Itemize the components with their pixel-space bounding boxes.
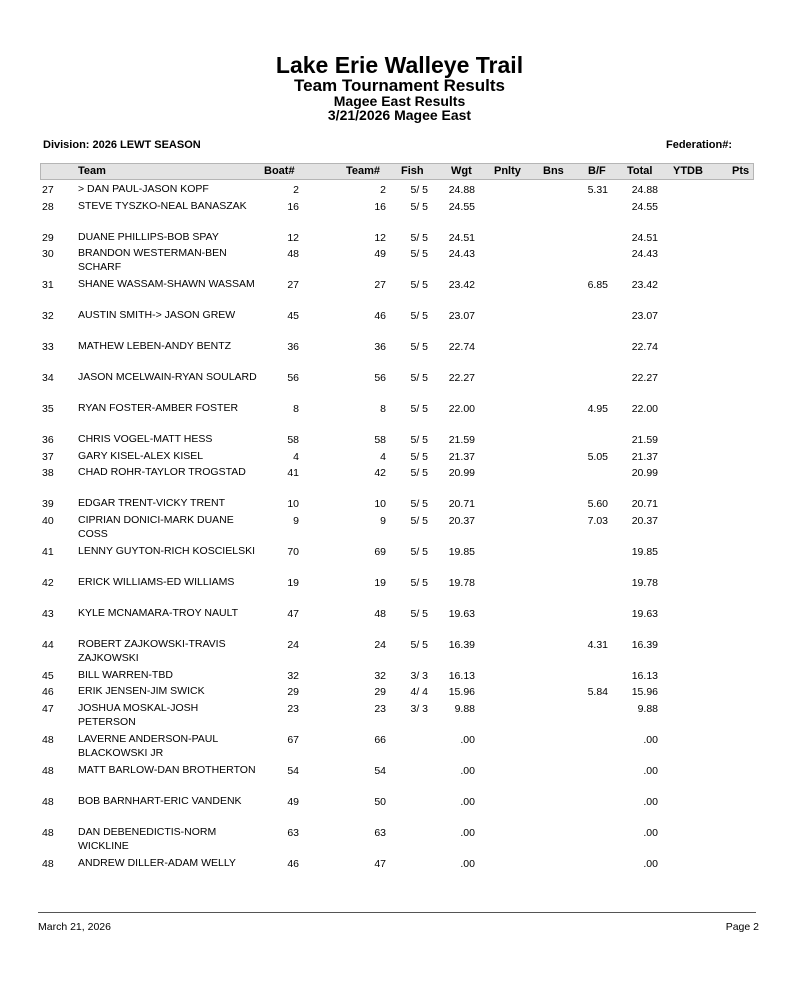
col-header-pts: Pts bbox=[732, 165, 750, 177]
boat-cell: 36 bbox=[287, 341, 299, 353]
wgt-cell: 9.88 bbox=[454, 702, 475, 715]
teamno-cell: 32 bbox=[374, 669, 386, 682]
place-cell: 40 bbox=[42, 514, 54, 527]
report-title: Lake Erie Walleye Trail bbox=[275, 52, 524, 78]
wgt-cell: 20.99 bbox=[448, 467, 475, 479]
teamno-cell: 46 bbox=[374, 310, 386, 322]
team-cell: RYAN FOSTER-AMBER FOSTER bbox=[78, 402, 239, 414]
boat-cell: 24 bbox=[287, 638, 299, 651]
teamno-cell: 54 bbox=[374, 764, 386, 777]
place-cell: 46 bbox=[42, 686, 54, 698]
teamno-cell: 36 bbox=[374, 341, 386, 353]
teamno-cell: 4 bbox=[380, 450, 386, 463]
footer-page-number: Page 2 bbox=[725, 921, 759, 933]
team-cell: AUSTIN SMITH-> JASON GREW bbox=[78, 309, 236, 321]
bf-cell: 4.31 bbox=[587, 638, 608, 651]
boat-cell: 29 bbox=[287, 686, 299, 698]
team-cell: LENNY GUYTON-RICH KOSCIELSKI bbox=[78, 544, 255, 557]
place-cell: 48 bbox=[42, 764, 54, 777]
bf-cell: 5.60 bbox=[587, 498, 608, 510]
fish-cell: 5/ 5 bbox=[410, 450, 428, 463]
teamno-cell: 23 bbox=[374, 702, 386, 715]
boat-cell: 27 bbox=[287, 279, 299, 291]
table-row bbox=[0, 761, 799, 792]
teamno-cell: 27 bbox=[374, 279, 386, 291]
boat-cell: 10 bbox=[287, 498, 299, 510]
teamno-cell: 56 bbox=[374, 372, 386, 384]
place-cell: 30 bbox=[42, 248, 54, 260]
wgt-cell: .00 bbox=[460, 733, 475, 746]
wgt-cell: 19.63 bbox=[448, 607, 475, 620]
place-cell: 31 bbox=[42, 279, 54, 291]
total-cell: 22.27 bbox=[631, 372, 658, 384]
boat-cell: 56 bbox=[287, 372, 299, 384]
total-cell: 9.88 bbox=[637, 702, 658, 715]
table-row bbox=[0, 447, 799, 464]
wgt-cell: 22.74 bbox=[448, 341, 475, 353]
col-header-ytdb: YTDB bbox=[673, 165, 703, 177]
table-row bbox=[0, 494, 799, 511]
place-cell: 48 bbox=[42, 733, 54, 746]
total-cell: 19.63 bbox=[631, 607, 658, 620]
division-label: Division: 2026 LEWT SEASON bbox=[43, 139, 201, 151]
wgt-cell: 23.07 bbox=[448, 310, 475, 322]
team-cell: > DAN PAUL-JASON KOPF bbox=[78, 183, 209, 195]
table-row bbox=[0, 368, 799, 399]
team-cell: DUANE PHILLIPS-BOB SPAY bbox=[78, 230, 219, 243]
table-row bbox=[0, 542, 799, 573]
total-cell: 16.13 bbox=[631, 669, 658, 682]
wgt-cell: 15.96 bbox=[448, 686, 475, 698]
wgt-cell: 20.37 bbox=[448, 514, 475, 527]
fish-cell: 5/ 5 bbox=[410, 184, 428, 196]
total-cell: 19.85 bbox=[631, 545, 658, 558]
fish-cell: 5/ 5 bbox=[410, 498, 428, 510]
bf-cell: 5.84 bbox=[587, 686, 608, 698]
bf-cell: 5.31 bbox=[587, 184, 608, 196]
table-row bbox=[0, 337, 799, 368]
wgt-cell: 21.37 bbox=[448, 450, 475, 463]
boat-cell: 45 bbox=[287, 310, 299, 322]
col-header-pnlty: Pnlty bbox=[494, 165, 521, 177]
teamno-cell: 42 bbox=[374, 467, 386, 479]
team-cell: CHAD ROHR-TAYLOR TROGSTAD bbox=[78, 466, 246, 478]
fish-cell: 5/ 5 bbox=[410, 248, 428, 260]
table-row bbox=[0, 823, 799, 854]
table-row bbox=[0, 699, 799, 730]
boat-cell: 19 bbox=[287, 576, 299, 589]
table-row bbox=[0, 306, 799, 337]
boat-cell: 2 bbox=[293, 184, 299, 196]
teamno-cell: 66 bbox=[374, 733, 386, 746]
wgt-cell: .00 bbox=[460, 795, 475, 808]
bf-cell: 4.95 bbox=[587, 403, 608, 415]
place-cell: 38 bbox=[42, 467, 54, 479]
wgt-cell: 24.43 bbox=[448, 248, 475, 260]
fish-cell: 5/ 5 bbox=[410, 372, 428, 384]
col-header-teamno: Team# bbox=[346, 165, 381, 177]
col-header-bns: Bns bbox=[543, 165, 564, 177]
wgt-cell: 16.39 bbox=[448, 638, 475, 651]
boat-cell: 4 bbox=[293, 450, 299, 463]
table-row bbox=[0, 275, 799, 306]
team-cell: BRANDON WESTERMAN-BEN SCHARF bbox=[78, 247, 227, 273]
place-cell: 47 bbox=[42, 702, 54, 715]
place-cell: 45 bbox=[42, 669, 54, 682]
table-row bbox=[0, 854, 799, 885]
wgt-cell: 22.27 bbox=[448, 372, 475, 384]
bf-cell: 5.05 bbox=[587, 450, 608, 463]
table-row bbox=[0, 228, 799, 245]
place-cell: 44 bbox=[42, 638, 54, 651]
team-cell: ERIK JENSEN-JIM SWICK bbox=[78, 685, 205, 697]
fish-cell: 5/ 5 bbox=[410, 638, 428, 651]
team-cell: CIPRIAN DONICI-MARK DUANE COSS bbox=[78, 513, 234, 540]
fish-cell: 5/ 5 bbox=[410, 231, 428, 244]
boat-cell: 70 bbox=[287, 545, 299, 558]
team-cell: MATHEW LEBEN-ANDY BENTZ bbox=[78, 340, 232, 352]
fish-cell: 5/ 5 bbox=[410, 514, 428, 527]
table-row bbox=[0, 666, 799, 683]
boat-cell: 58 bbox=[287, 434, 299, 446]
place-cell: 48 bbox=[42, 795, 54, 808]
team-cell: ROBERT ZAJKOWSKI-TRAVIS ZAJKOWSKI bbox=[78, 637, 226, 664]
total-cell: 21.59 bbox=[631, 434, 658, 446]
footer-date: March 21, 2026 bbox=[38, 921, 111, 933]
footer-divider bbox=[38, 912, 756, 913]
place-cell: 34 bbox=[42, 372, 54, 384]
teamno-cell: 69 bbox=[374, 545, 386, 558]
wgt-cell: 19.85 bbox=[448, 545, 475, 558]
fish-cell: 5/ 5 bbox=[410, 310, 428, 322]
wgt-cell: 19.78 bbox=[448, 576, 475, 589]
wgt-cell: .00 bbox=[460, 826, 475, 839]
team-cell: CHRIS VOGEL-MATT HESS bbox=[78, 433, 213, 445]
fish-cell: 5/ 5 bbox=[410, 403, 428, 415]
teamno-cell: 50 bbox=[374, 795, 386, 808]
boat-cell: 49 bbox=[287, 795, 299, 808]
table-row bbox=[0, 197, 799, 228]
team-cell: SHANE WASSAM-SHAWN WASSAM bbox=[78, 278, 255, 290]
table-row bbox=[0, 244, 799, 275]
team-cell: EDGAR TRENT-VICKY TRENT bbox=[78, 497, 226, 509]
teamno-cell: 63 bbox=[374, 826, 386, 839]
place-cell: 29 bbox=[42, 231, 54, 244]
teamno-cell: 19 bbox=[374, 576, 386, 589]
table-row bbox=[0, 463, 799, 494]
place-cell: 48 bbox=[42, 826, 54, 839]
fish-cell: 3/ 3 bbox=[410, 702, 428, 715]
table-row bbox=[0, 730, 799, 761]
team-cell: KYLE MCNAMARA-TROY NAULT bbox=[78, 606, 239, 619]
team-cell: BOB BARNHART-ERIC VANDENK bbox=[78, 794, 242, 807]
total-cell: 22.00 bbox=[631, 403, 658, 415]
boat-cell: 23 bbox=[287, 702, 299, 715]
fish-cell: 3/ 3 bbox=[410, 669, 428, 682]
boat-cell: 54 bbox=[287, 764, 299, 777]
boat-cell: 16 bbox=[287, 200, 299, 213]
fish-cell: 5/ 5 bbox=[410, 200, 428, 213]
fish-cell: 5/ 5 bbox=[410, 545, 428, 558]
boat-cell: 67 bbox=[287, 733, 299, 746]
team-cell: MATT BARLOW-DAN BROTHERTON bbox=[78, 763, 256, 776]
total-cell: 24.51 bbox=[631, 231, 658, 244]
teamno-cell: 24 bbox=[374, 638, 386, 651]
place-cell: 41 bbox=[42, 545, 54, 558]
table-row bbox=[0, 635, 799, 666]
teamno-cell: 9 bbox=[380, 514, 386, 527]
place-cell: 36 bbox=[42, 434, 54, 446]
fish-cell: 5/ 5 bbox=[410, 467, 428, 479]
boat-cell: 47 bbox=[287, 607, 299, 620]
total-cell: 16.39 bbox=[631, 638, 658, 651]
total-cell: .00 bbox=[643, 826, 658, 839]
col-header-wgt: Wgt bbox=[451, 165, 472, 177]
col-header-boat: Boat# bbox=[264, 165, 295, 177]
wgt-cell: 24.88 bbox=[448, 184, 475, 196]
team-cell: LAVERNE ANDERSON-PAUL BLACKOWSKI JR bbox=[78, 732, 218, 759]
total-cell: 24.43 bbox=[631, 248, 658, 260]
total-cell: 15.96 bbox=[631, 686, 658, 698]
place-cell: 48 bbox=[42, 857, 54, 870]
wgt-cell: 23.42 bbox=[448, 279, 475, 291]
total-cell: .00 bbox=[643, 764, 658, 777]
wgt-cell: .00 bbox=[460, 857, 475, 870]
boat-cell: 46 bbox=[287, 857, 299, 870]
boat-cell: 32 bbox=[287, 669, 299, 682]
table-row bbox=[0, 511, 799, 542]
place-cell: 35 bbox=[42, 403, 54, 415]
federation-label: Federation#: bbox=[665, 139, 732, 151]
results-name: Magee East Results bbox=[333, 93, 466, 109]
wgt-cell: 22.00 bbox=[448, 403, 475, 415]
wgt-cell: 21.59 bbox=[448, 434, 475, 446]
wgt-cell: .00 bbox=[460, 764, 475, 777]
place-cell: 43 bbox=[42, 607, 54, 620]
place-cell: 39 bbox=[42, 498, 54, 510]
bf-cell: 7.03 bbox=[587, 514, 608, 527]
team-cell: JASON MCELWAIN-RYAN SOULARD bbox=[78, 371, 257, 383]
total-cell: 23.42 bbox=[631, 279, 658, 291]
wgt-cell: 20.71 bbox=[448, 498, 475, 510]
team-cell: DAN DEBENEDICTIS-NORM WICKLINE bbox=[78, 825, 217, 852]
col-header-team: Team bbox=[78, 165, 106, 177]
teamno-cell: 58 bbox=[374, 434, 386, 446]
place-cell: 28 bbox=[42, 200, 54, 213]
results-table bbox=[0, 180, 799, 885]
team-cell: ANDREW DILLER-ADAM WELLY bbox=[78, 856, 236, 869]
total-cell: 20.37 bbox=[631, 514, 658, 527]
table-row bbox=[0, 604, 799, 635]
event-name: 3/21/2026 Magee East bbox=[327, 107, 472, 123]
table-row bbox=[0, 792, 799, 823]
total-cell: 23.07 bbox=[631, 310, 658, 322]
teamno-cell: 2 bbox=[380, 184, 386, 196]
table-row bbox=[0, 399, 799, 430]
fish-cell: 5/ 5 bbox=[410, 607, 428, 620]
bf-cell: 6.85 bbox=[587, 279, 608, 291]
total-cell: 20.71 bbox=[631, 498, 658, 510]
teamno-cell: 48 bbox=[374, 607, 386, 620]
team-cell: STEVE TYSZKO-NEAL BANASZAK bbox=[78, 199, 247, 212]
boat-cell: 41 bbox=[287, 467, 299, 479]
fish-cell: 5/ 5 bbox=[410, 279, 428, 291]
teamno-cell: 8 bbox=[380, 403, 386, 415]
fish-cell: 5/ 5 bbox=[410, 576, 428, 589]
teamno-cell: 49 bbox=[374, 248, 386, 260]
col-header-total: Total bbox=[627, 165, 653, 177]
boat-cell: 8 bbox=[293, 403, 299, 415]
place-cell: 42 bbox=[42, 576, 54, 589]
wgt-cell: 24.55 bbox=[448, 200, 475, 213]
table-row bbox=[0, 573, 799, 604]
place-cell: 37 bbox=[42, 450, 54, 463]
team-cell: GARY KISEL-ALEX KISEL bbox=[78, 449, 204, 462]
place-cell: 32 bbox=[42, 310, 54, 322]
table-row bbox=[0, 180, 799, 197]
fish-cell: 5/ 5 bbox=[410, 434, 428, 446]
boat-cell: 48 bbox=[287, 248, 299, 260]
total-cell: 22.74 bbox=[631, 341, 658, 353]
total-cell: 21.37 bbox=[631, 450, 658, 463]
total-cell: .00 bbox=[643, 857, 658, 870]
place-cell: 33 bbox=[42, 341, 54, 353]
teamno-cell: 10 bbox=[374, 498, 386, 510]
total-cell: .00 bbox=[643, 733, 658, 746]
wgt-cell: 24.51 bbox=[448, 231, 475, 244]
total-cell: 19.78 bbox=[631, 576, 658, 589]
col-header-fish: Fish bbox=[401, 165, 424, 177]
fish-cell: 4/ 4 bbox=[410, 686, 428, 698]
boat-cell: 12 bbox=[287, 231, 299, 244]
fish-cell: 5/ 5 bbox=[410, 341, 428, 353]
place-cell: 27 bbox=[42, 184, 54, 196]
team-cell: BILL WARREN-TBD bbox=[78, 668, 173, 681]
team-cell: JOSHUA MOSKAL-JOSH PETERSON bbox=[78, 701, 199, 728]
boat-cell: 63 bbox=[287, 826, 299, 839]
report-subtitle: Team Tournament Results bbox=[294, 76, 505, 95]
table-row bbox=[0, 682, 799, 699]
boat-cell: 9 bbox=[293, 514, 299, 527]
total-cell: 24.88 bbox=[631, 184, 658, 196]
teamno-cell: 16 bbox=[374, 200, 386, 213]
teamno-cell: 47 bbox=[374, 857, 386, 870]
total-cell: 20.99 bbox=[631, 467, 658, 479]
total-cell: 24.55 bbox=[631, 200, 658, 213]
teamno-cell: 29 bbox=[374, 686, 386, 698]
team-cell: ERICK WILLIAMS-ED WILLIAMS bbox=[78, 575, 235, 588]
teamno-cell: 12 bbox=[374, 231, 386, 244]
col-header-bf: B/F bbox=[588, 165, 606, 177]
total-cell: .00 bbox=[643, 795, 658, 808]
wgt-cell: 16.13 bbox=[448, 669, 475, 682]
table-row bbox=[0, 430, 799, 447]
